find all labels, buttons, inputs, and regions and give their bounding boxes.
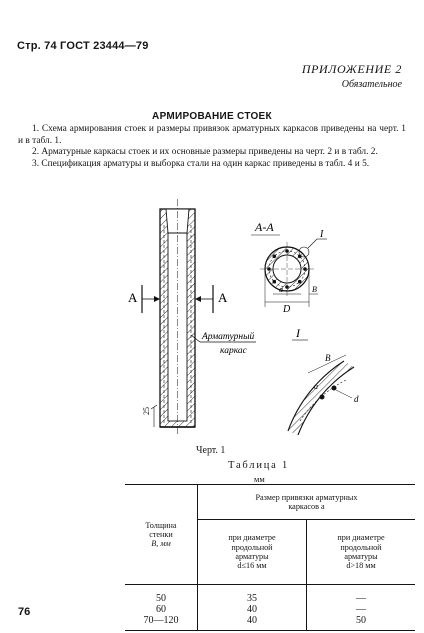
header-thickness: Толщина стенки B, мм: [125, 485, 198, 585]
section-aa-title: А-А: [255, 220, 274, 234]
paragraph-2: 2. Арматурные каркасы стоек и их основные размеры приведены на черт. 2 и в табл. 2.: [32, 147, 378, 157]
table-row: 60 40 —: [125, 604, 415, 615]
header-binding-group: Размер привязки арматурных каркасов a: [198, 485, 416, 520]
paragraph-1: 1. Схема армирования стоек и размеры привязок арматурных каркасов приведены на черт. 1 и в табл. 1.: [18, 124, 406, 146]
table-row: 50 35 —: [125, 585, 415, 605]
cage-label-line2: каркас: [220, 346, 247, 356]
figure-caption: Черт. 1: [196, 445, 226, 456]
table-row: 70—120 40 50: [125, 615, 415, 631]
detail-title: I: [296, 326, 300, 340]
reinforcement-drawing: [120, 195, 420, 441]
section-label-a-right: A: [218, 290, 228, 305]
table-title: Таблица 1: [228, 460, 290, 471]
cage-label-line1: Арматурный: [202, 332, 255, 342]
column-elevation: [160, 199, 195, 435]
cross-section-view: [251, 220, 327, 315]
detail-ref-label: I: [320, 229, 324, 240]
binding-table: [125, 484, 415, 631]
section-title: АРМИРОВАНИЕ СТОЕК: [152, 111, 272, 122]
dimension-25-label: 25: [142, 407, 151, 415]
dimension-25: [142, 405, 157, 427]
dimension-a-label: a: [279, 285, 283, 294]
paragraph-3: 3. Спецификация арматуры и выборка стали на один каркас приведены в табл. 4 и 5.: [32, 158, 370, 169]
detail-view: [288, 326, 359, 435]
detail-dimension-d-label: d: [354, 394, 359, 404]
dimension-d-outer-label: D: [283, 304, 291, 315]
appendix-block: [302, 62, 402, 90]
appendix-subtitle: Обязательное: [341, 79, 402, 90]
header-diameter-small: при диаметре продольной арматуры d≤16 мм: [198, 520, 307, 585]
header-diameter-large: при диаметре продольной арматуры d>18 мм: [307, 520, 416, 585]
dimension-b-label: B: [312, 285, 317, 294]
detail-dimension-b-label: B: [325, 353, 331, 363]
appendix-title: ПРИЛОЖЕНИЕ 2: [301, 62, 402, 76]
detail-dimension-a-label: a: [314, 382, 318, 391]
cage-label: [191, 331, 256, 356]
page-number: 76: [18, 606, 31, 618]
page-header: Стр. 74 ГОСТ 23444—79: [17, 40, 149, 52]
table-units: мм: [254, 474, 265, 484]
body-text: [18, 124, 406, 170]
section-label-a-left: A: [128, 290, 138, 305]
